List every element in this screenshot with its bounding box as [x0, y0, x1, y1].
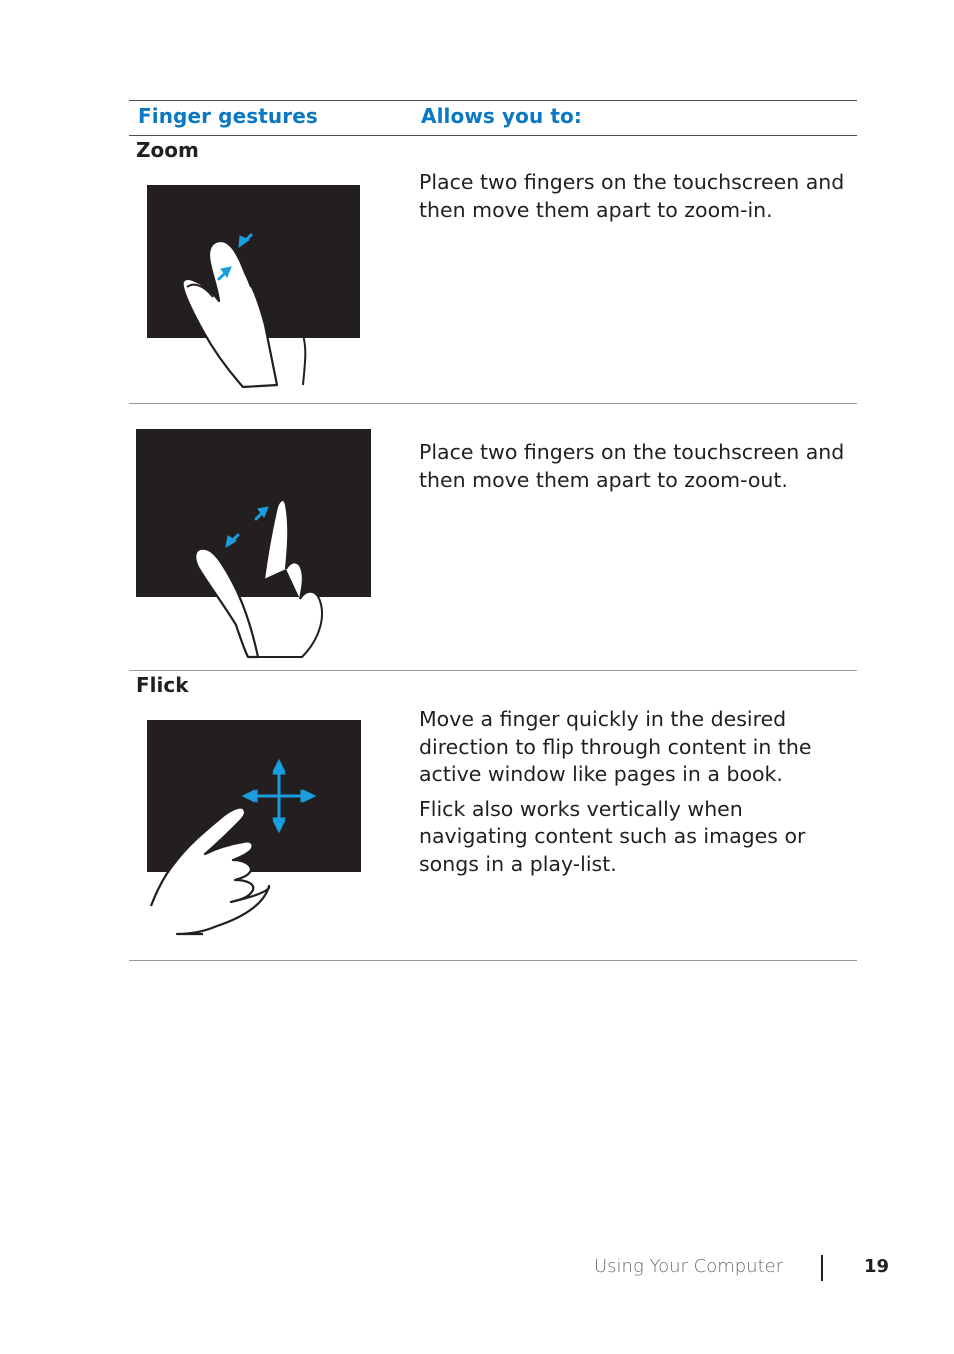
row-divider-2	[129, 670, 857, 671]
spread-zoom-out-hand-illustration	[136, 429, 371, 659]
table-top-rule	[129, 100, 857, 101]
flick-title: Flick	[136, 673, 189, 697]
header-finger-gestures: Finger gestures	[138, 104, 318, 128]
page-number: 19	[864, 1256, 890, 1277]
footer-section-title: Using Your Computer	[594, 1256, 784, 1277]
zoom-title: Zoom	[136, 138, 199, 162]
zoom-out-paragraph: Place two fingers on the touchscreen and then move them apart to zoom-out.	[419, 440, 845, 492]
zoom-out-description	[419, 439, 849, 494]
zoom-in-paragraph: Place two fingers on the touchscreen and then move them apart to zoom-in.	[419, 170, 845, 222]
flick-description	[419, 706, 849, 878]
touchscreen-icon	[136, 429, 371, 597]
flick-paragraph-1: Move a finger quickly in the desired direction to flip through content in the active window like pages in a book.	[419, 707, 812, 786]
row-divider-1	[129, 403, 857, 404]
zoom-in-description	[419, 169, 849, 224]
flick-hand-illustration	[147, 720, 361, 938]
header-allows-you-to: Allows you to:	[421, 104, 582, 128]
flick-paragraph-2: Flick also works vertically when navigating content such as images or songs in a play-list.	[419, 796, 806, 876]
pinch-zoom-in-hand-illustration	[147, 185, 360, 390]
header-bottom-rule	[129, 135, 857, 136]
footer-separator	[821, 1255, 823, 1281]
table-bottom-rule	[129, 960, 857, 961]
